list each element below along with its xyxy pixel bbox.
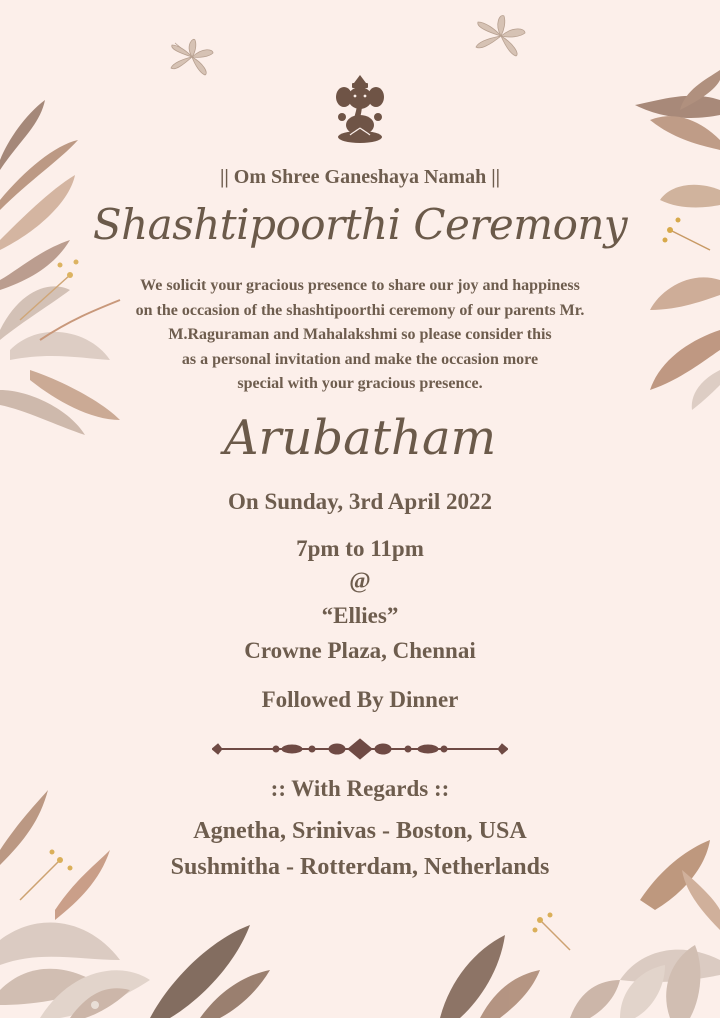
family-line: Agnetha, Srinivas - Boston, USA [193, 818, 527, 844]
venue-location: Crowne Plaza, Chennai [244, 638, 476, 663]
event-time: 7pm to 11pm [296, 536, 424, 561]
regards-heading: :: With Regards :: [270, 776, 450, 801]
invitation-message [100, 274, 620, 397]
event-date: On Sunday, 3rd April 2022 [228, 489, 492, 514]
ceremony-title: Shashtipoorthi Ceremony [92, 200, 628, 249]
event-name: Arubatham [223, 410, 497, 466]
message-line: as a personal invitation and make the occasion more [181, 350, 539, 368]
ornamental-divider-icon [212, 738, 508, 760]
message-line: on the occasion of the shashtipoorthi ceremony of our parents Mr. [135, 301, 585, 319]
message-line: M.Raguraman and Mahalakshmi so please consider this [168, 326, 552, 343]
invocation-text: || Om Shree Ganeshaya Namah || [219, 166, 501, 188]
dinner-note: Followed By Dinner [261, 687, 459, 712]
message-line: We solicit your gracious presence to share our joy and happiness [140, 277, 580, 294]
venue-name: “Ellies” [321, 603, 399, 628]
family-line: Sushmitha - Rotterdam, Netherlands [170, 854, 550, 880]
at-symbol: @ [349, 568, 371, 593]
message-line: special with your gracious presence. [237, 375, 483, 392]
